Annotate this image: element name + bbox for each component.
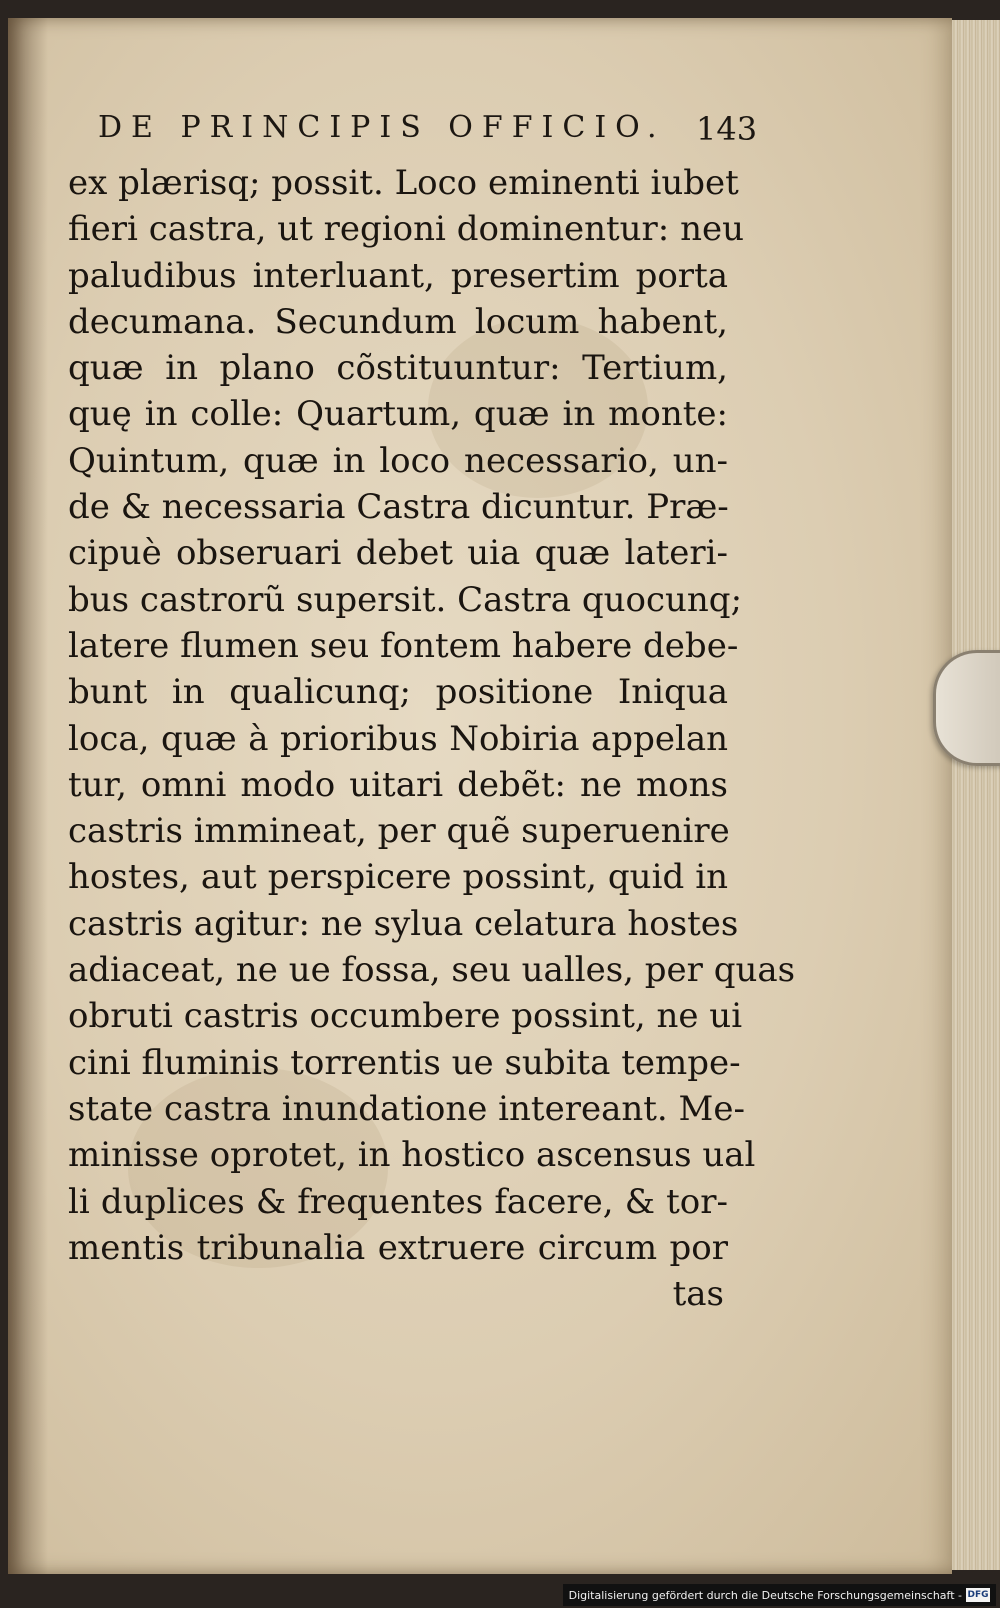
text-line: obruti castris occumbere possint, ne ui: [68, 996, 743, 1037]
catchword: tas: [672, 1274, 724, 1315]
text-line: Quintum, quæ in loco necessario, un-: [68, 440, 728, 481]
book-fore-edge: [950, 20, 1000, 1570]
page-paper: [8, 18, 952, 1574]
text-line: cini fluminis torrentis ue subita tempe-: [68, 1042, 741, 1083]
text-line: li duplices & frequentes facere, & tor-: [68, 1181, 728, 1222]
text-line: ex plærisq; possit. Loco eminenti iubet: [68, 163, 739, 203]
digitization-credit: [563, 1584, 996, 1606]
text-line: cipuè obseruari debet uia quæ lateri-: [68, 533, 728, 574]
text-line: bus castrorũ supersit. Castra quocunq;: [68, 579, 743, 620]
text-line: tur, omni modo uitari debẽt: ne mons: [68, 764, 728, 805]
text-line: quæ in plano cõstituuntur: Tertium,: [68, 348, 728, 389]
text-line: loca, quæ à prioribus Nobiria appelan: [68, 718, 728, 759]
text-line: de & necessaria Castra dicuntur. Præ-: [68, 487, 729, 528]
text-line: adiaceat, ne ue fossa, seu ualles, per quas: [68, 950, 796, 991]
text-line: decumana. Secundum locum habent,: [68, 301, 728, 342]
text-line: minisse oprotet, in hostico ascensus ual: [68, 1135, 756, 1176]
text-line: mentis tribunalia extruere circum por: [68, 1227, 728, 1268]
gutter-shadow: [8, 18, 48, 1574]
running-header: [98, 110, 778, 148]
text-line: quę in colle: Quartum, quæ in monte:: [68, 394, 728, 435]
text-line: latere flumen seu fontem habere debe-: [68, 625, 739, 666]
text-line: state castra inundatione intereant. Me-: [68, 1088, 745, 1129]
text-line: castris agitur: ne sylua celatura hostes: [68, 903, 739, 944]
text-line: paludibus interluant, presertim porta: [68, 255, 728, 296]
body-text: [68, 160, 796, 1317]
page-clip: [933, 650, 1000, 766]
running-head-title: DE PRINCIPIS OFFICIO.: [98, 110, 666, 145]
text-line: bunt in qualicunq; positione Iniqua: [68, 672, 728, 713]
text-line: fieri castra, ut regioni dominentur: neu: [68, 209, 744, 250]
text-line: castris immineat, per quẽ superuenire: [68, 811, 730, 852]
text-line: hostes, aut perspicere possint, quid in: [68, 857, 728, 898]
credit-text: Digitalisierung gefördert durch die Deutsche Forschungsgemeinschaft -: [568, 1588, 962, 1602]
dfg-logo: DFG: [967, 1590, 989, 1600]
page-number: 143: [696, 110, 758, 148]
